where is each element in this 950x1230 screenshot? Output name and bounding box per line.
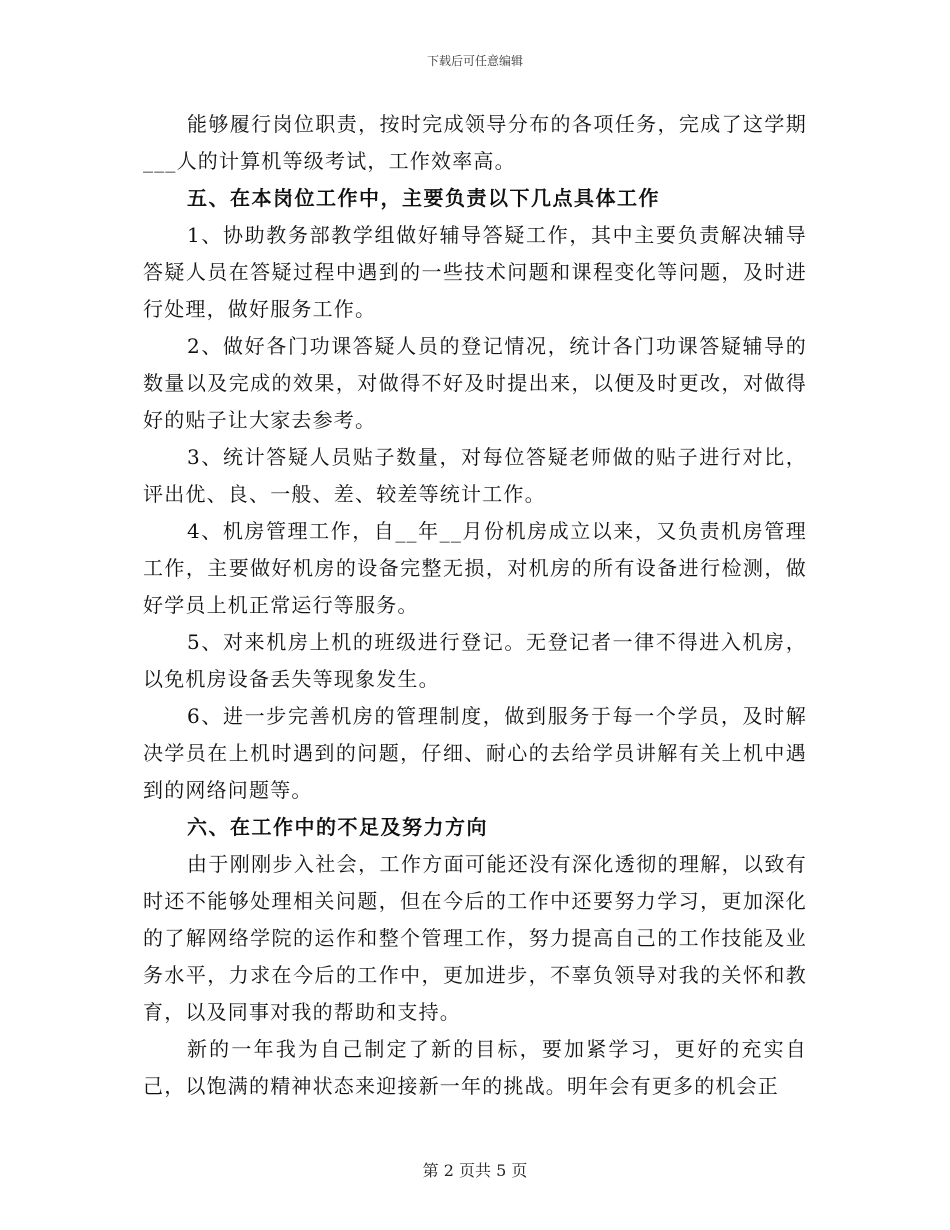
list-item-4: 4、机房管理工作，自__年__月份机房成立以来，又负责机房管理工作，主要做好机房的设备完整无损，对机房的所有设备进行检测，做好学员上机正常运行等服务。 [143,519,807,617]
section-6-paragraph-2: 新的一年我为自己制定了新的目标，要加紧学习，更好的充实自己，以饱满的精神状态来迎接新一年的挑战。明年会有更多的机会正 [143,1037,807,1098]
document-body [143,106,807,1105]
list-item-1: 1、协助教务部教学组做好辅导答疑工作，其中主要负责解决辅导答疑人员在答疑过程中遇到的一些技术问题和课程变化等问题，及时进行处理，做好服务工作。 [143,223,807,321]
page-number: 第 2 页共 5 页 [422,1161,528,1180]
section-5-heading: 五、在本岗位工作中，主要负责以下几点具体工作 [187,186,660,210]
list-item-3: 3、统计答疑人员贴子数量，对每位答疑老师做的贴子进行对比，评出优、良、一般、差、较差等统计工作。 [143,445,807,506]
header-note: 下载后可任意编辑 [426,54,523,68]
list-item-6: 6、进一步完善机房的管理制度，做到服务于每一个学员，及时解决学员在上机时遇到的问题，仔细、耐心的去给学员讲解有关上机中遇到的网络问题等。 [143,704,807,802]
intro-paragraph: 能够履行岗位职责，按时完成领导分布的各项任务，完成了这学期___人的计算机等级考试，工作效率高。 [143,112,807,173]
section-6-paragraph-1: 由于刚刚步入社会，工作方面可能还没有深化透彻的理解，以致有时还不能够处理相关问题，但在今后的工作中还要努力学习，更加深化的了解网络学院的运作和整个管理工作，努力提高自己的工作技能及业务水平，力求在今后的工作中，更加进步，不辜负领导对我的关怀和教育，以及同事对我的帮助和支持。 [143,852,807,1024]
list-item-5: 5、对来机房上机的班级进行登记。无登记者一律不得进入机房，以免机房设备丢失等现象发生。 [143,630,807,691]
section-6-heading: 六、在工作中的不足及努力方向 [187,815,488,839]
list-item-2: 2、做好各门功课答疑人员的登记情况，统计各门功课答疑辅导的数量以及完成的效果，对做得不好及时提出来，以便及时更改，对做得好的贴子让大家去参考。 [143,334,807,432]
